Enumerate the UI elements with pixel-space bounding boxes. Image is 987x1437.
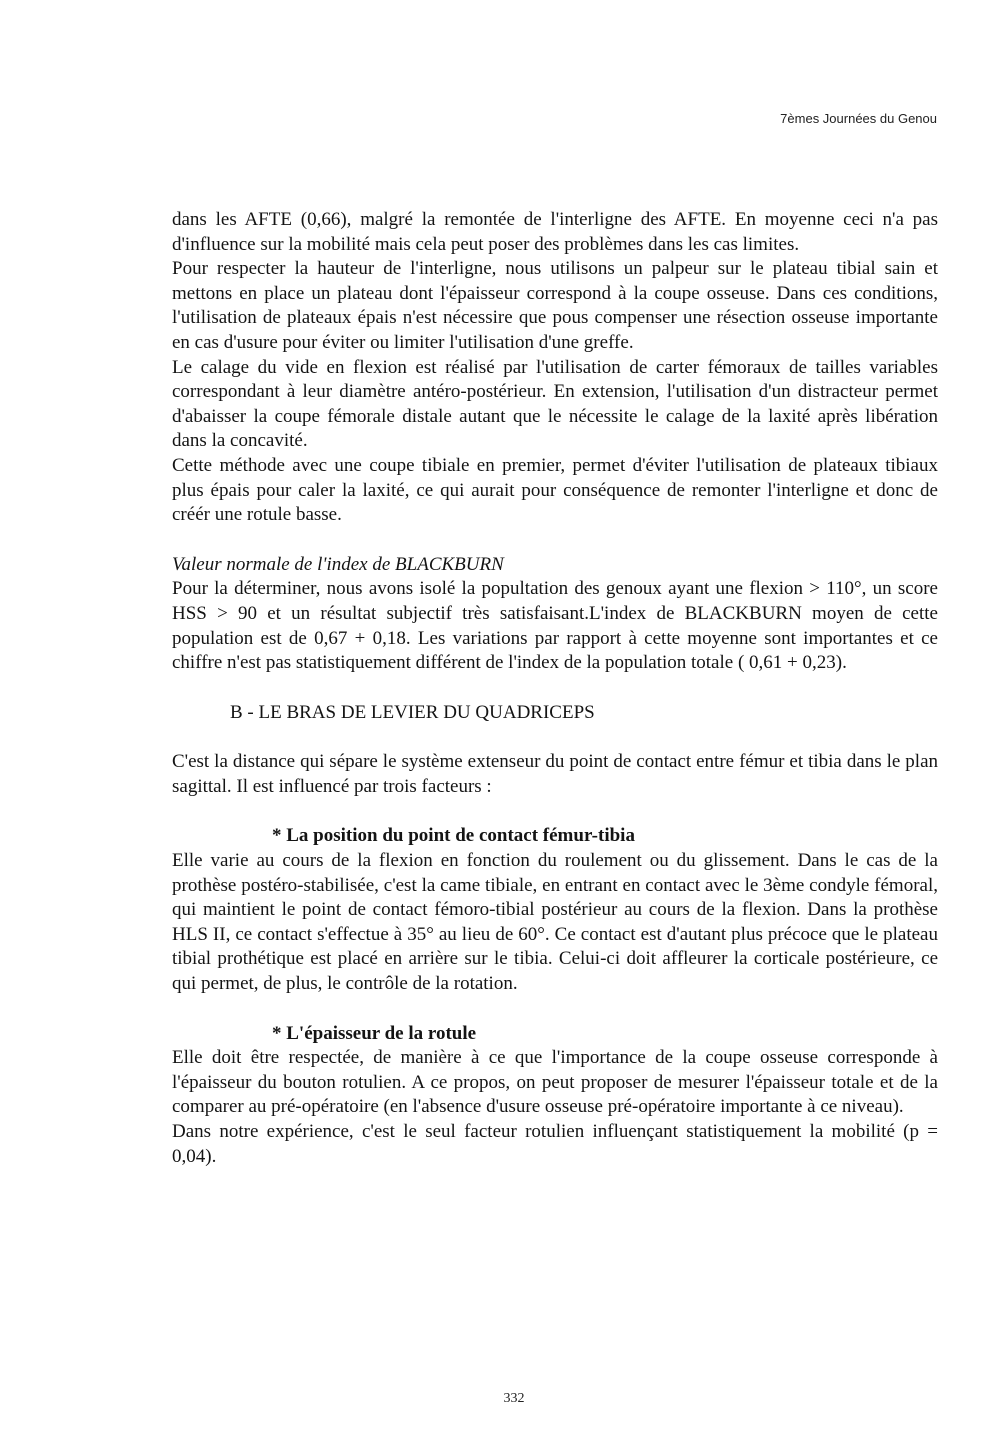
section-heading-quadriceps: B - LE BRAS DE LEVIER DU QUADRICEPS — [230, 701, 595, 723]
subsection-title-blackburn: Valeur normale de l'index de BLACKBURN — [172, 553, 504, 575]
spacer — [172, 528, 938, 553]
running-header: 7èmes Journées du Genou — [780, 111, 937, 126]
paragraph-blackburn: Pour la déterminer, nous avons isolé la popultation des genoux ayant une flexion > 110°, un score HSS > 90 et un résultat subjectif très satisfaisant.L'index de BLACKBURN moyen de cette population est de 0,67 + 0,18. Les variations par rapport à cette moyenne sont importantes et ce chiffre n'est pas statistiquement différent de l'index de la population totale ( 0,61 + 0,23). — [172, 578, 938, 674]
page-number: 332 — [503, 1391, 525, 1406]
paragraph-interligne: Pour respecter la hauteur de l'interligne, nous utilisons un palpeur sur le plateau tibial sain et mettons en place un plateau dont l'épaisseur correspond à la coupe osseuse. Dans ces conditions, l'utilisation de plateaux épais n'est nécessire que pous compenser une résection osseuse importante en cas d'usure pour éviter ou limiter l'utilisation d'une greffe. — [172, 258, 938, 353]
paragraph-methode: Cette méthode avec une coupe tibiale en premier, permet d'éviter l'utilisation de plateaux tibiaux plus épais pour caler la laxité, ce qui aurait pour conséquence de remonter l'interligne et donc de créér une rotule basse. — [172, 454, 938, 526]
spacer — [172, 997, 938, 1022]
spacer — [172, 676, 938, 701]
paragraph-contact: Elle varie au cours de la flexion en fonction du roulement ou du glissement. Dans le cas de la prothèse postéro-stabilisée, c'est la came tibiale, en entrant en contact avec le 3ème condyle fémoral, qui maintient le point de contact fémoro-tibial postérieur au cours de la flexion. Dans la prothèse HLS II, ce contact s'effectue à 35° au lieu de 60°. Ce contact est d'autant plus précoce que le plateau tibial prothétique est placé en arrière sur le tibia. Celui-ci doit affleurer la corticale postérieure, ce qui permet, de plus, le contrôle de la rotation. — [172, 850, 938, 995]
paragraph-rotule: Elle doit être respectée, de manière à ce que l'importance de la coupe osseuse corresponde à l'épaisseur du bouton rotulien. A ce propos, on peut proposer de mesurer l'épaisseur totale et de la comparer au pré-opératoire (en l'absence d'usure osseuse pré-opératoire importante à ce niveau). — [172, 1047, 938, 1118]
bullet-heading-rotule: * L'épaisseur de la rotule — [272, 1022, 477, 1044]
spacer — [172, 725, 938, 750]
spacer — [172, 799, 938, 824]
paragraph-afte: dans les AFTE (0,66), malgré la remontée de l'interligne des AFTE. En moyenne ceci n'a pas d'influence sur la mobilité mais cela peut poser des problèmes dans les cas limites. — [172, 209, 938, 255]
bullet-heading-contact: * La position du point de contact fémur-tibia — [272, 825, 635, 847]
paragraph-distance: C'est la distance qui sépare le système extenseur du point de contact entre fémur et tibia dans le plan sagittal. Il est influencé par trois facteurs : — [172, 751, 938, 797]
paragraph-experience: Dans notre expérience, c'est le seul facteur rotulien influençant statistiquement la mobilité (p = 0,04). — [172, 1121, 938, 1167]
paragraph-calage: Le calage du vide en flexion est réalisé par l'utilisation de carter fémoraux de tailles variables correspondant à leur diamètre antéro-postérieur. En extension, l'utilisation d'un distracteur permet d'abaisser la coupe fémorale distale autant que le nécessite le calage de la laxité après libération dans la concavité. — [172, 356, 938, 452]
body-text — [172, 208, 938, 1169]
